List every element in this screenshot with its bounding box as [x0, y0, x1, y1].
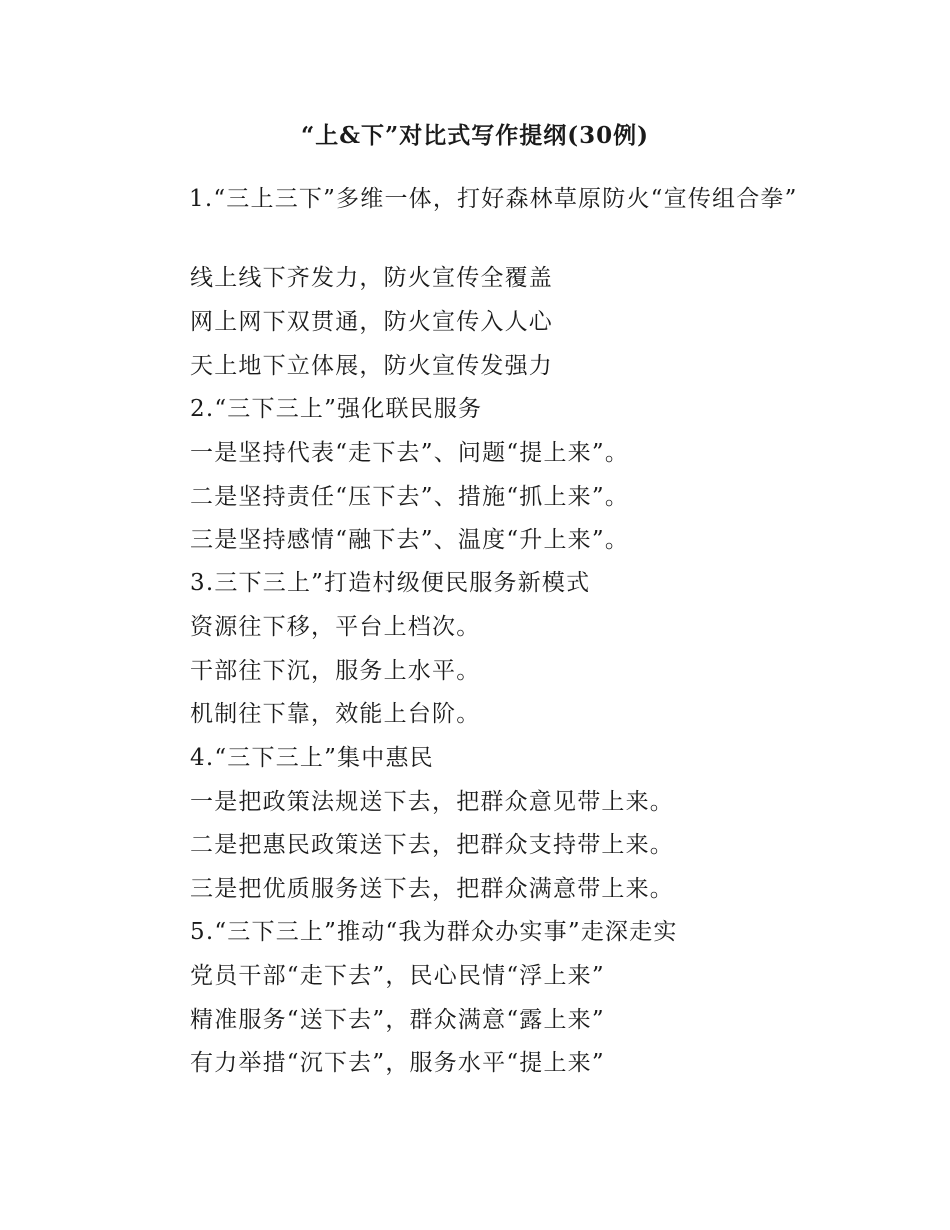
section-heading-5: 5.“三下三上”推动“我为群众办实事”走深走实 — [190, 919, 678, 945]
section-item: 精准服务“送下去”，群众满意“露上来” — [190, 1007, 605, 1033]
section-item: 干部往下沉，服务上水平。 — [190, 658, 481, 684]
section-item: 资源往下移，平台上档次。 — [190, 614, 481, 640]
section-item: 一是把政策法规送下去，把群众意见带上来。 — [190, 789, 674, 815]
section-item: 一是坚持代表“走下去”、问题“提上来”。 — [190, 440, 630, 466]
section-item: 三是把优质服务送下去，把群众满意带上来。 — [190, 876, 674, 902]
section-item: 党员干部“走下去”，民心民情“浮上来” — [190, 963, 605, 989]
document-title: “上&下”对比式写作提纲(30例) — [301, 122, 649, 149]
section-item: 有力举措“沉下去”，服务水平“提上来” — [190, 1050, 605, 1076]
section-item: 天上地下立体展，防火宣传发强力 — [190, 353, 553, 379]
section-item: 三是坚持感情“融下去”、温度“升上来”。 — [190, 527, 630, 553]
section-item: 网上网下双贯通，防火宣传入人心 — [190, 309, 553, 335]
section-item: 二是把惠民政策送下去，把群众支持带上来。 — [190, 832, 674, 858]
section-heading-2: 2.“三下三上”强化联民服务 — [190, 396, 483, 422]
section-heading-4: 4.“三下三上”集中惠民 — [190, 745, 434, 771]
section-item: 机制往下靠，效能上台阶。 — [190, 701, 481, 727]
section-heading-3: 3.三下三上”打造村级便民服务新模式 — [190, 570, 591, 596]
section-item: 线上线下齐发力，防火宣传全覆盖 — [190, 265, 553, 291]
section-heading-1: 1.“三上三下”多维一体，打好森林草原防火“宣传组合拳” — [189, 186, 798, 212]
section-item: 二是坚持责任“压下去”、措施“抓上来”。 — [190, 484, 630, 510]
